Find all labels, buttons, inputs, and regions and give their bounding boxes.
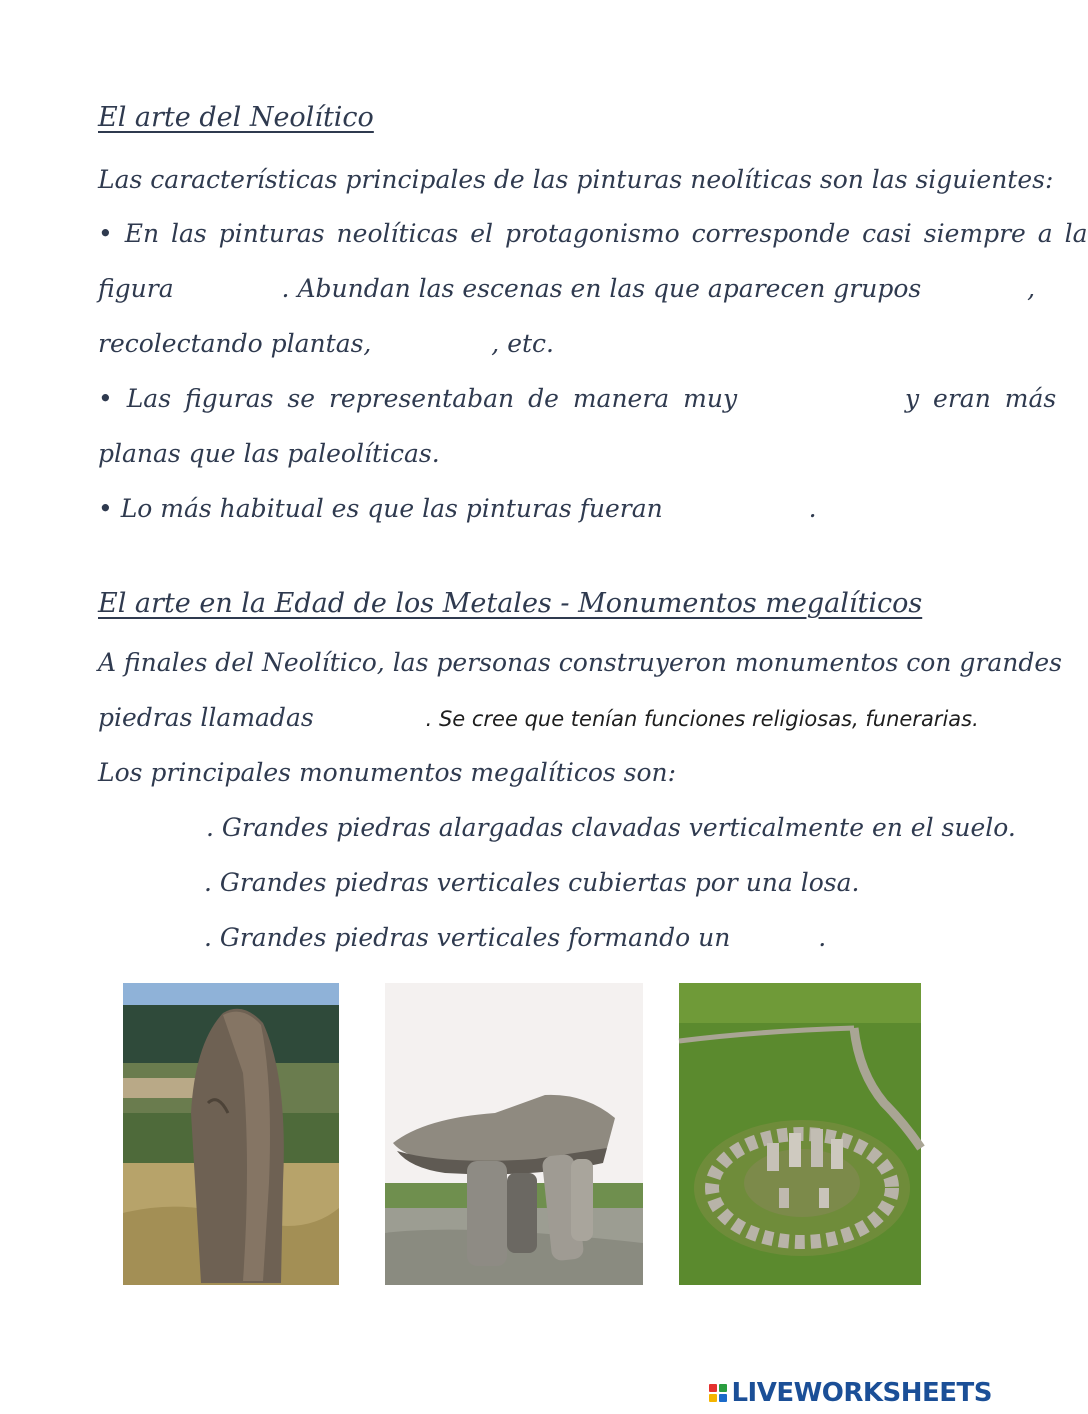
text-run: • Las figuras se representaban de manera muy	[98, 384, 738, 413]
section1-title: El arte del Neolítico	[98, 102, 374, 133]
logo-text: LIVEWORKSHEETS	[731, 1378, 992, 1408]
blank-manera[interactable]	[751, 388, 891, 410]
dolmen-photo	[385, 983, 643, 1285]
liveworksheets-logo[interactable]	[709, 1378, 992, 1408]
cromlech-photo	[679, 983, 921, 1285]
text-run: . Grandes piedras verticales formando un	[203, 923, 731, 952]
blank-menhir[interactable]	[98, 817, 198, 839]
text-run: .	[808, 494, 817, 523]
blank-pinturas[interactable]	[671, 498, 801, 520]
monument-item-3	[98, 925, 826, 950]
blank-megalitos[interactable]	[322, 707, 418, 729]
blank-dolmen[interactable]	[98, 872, 196, 894]
monument-item-2	[98, 870, 859, 895]
text-run: . Grandes piedras alargadas clavadas verticalmente en el suelo.	[205, 813, 1016, 842]
section2-p1-line2	[98, 705, 979, 730]
text-run: . Grandes piedras verticales cubiertas por una losa.	[203, 868, 860, 897]
blank-figura[interactable]	[182, 278, 274, 300]
text-run: ,	[1027, 274, 1036, 303]
blank-circulo[interactable]	[738, 927, 810, 949]
section2-p2: Los principales monumentos megalíticos son:	[98, 758, 677, 787]
section1-p2-line2: planas que las paleolíticas.	[98, 439, 440, 468]
text-run: piedras llamadas	[98, 703, 314, 732]
text-run: y eran más	[904, 384, 1057, 413]
text-run: .	[818, 923, 827, 952]
section1-intro: Las características principales de las pinturas neolíticas son las siguientes:	[98, 165, 1054, 194]
section2-title: El arte en la Edad de los Metales - Monumentos megalíticos	[98, 588, 923, 619]
text-run: recolectando plantas,	[98, 329, 372, 358]
monument-item-1	[98, 815, 1016, 840]
text-run: . Se cree que tenían funciones religiosas, funerarias.	[425, 707, 979, 731]
section1-p1-line1	[98, 221, 1088, 246]
section2-p1-line1: A finales del Neolítico, las personas construyeron monumentos con grandes	[98, 648, 1062, 677]
menhir-photo	[123, 983, 339, 1285]
blank-cromlech-label[interactable]	[98, 927, 196, 949]
text-run: figura	[98, 274, 174, 303]
blank-grupos[interactable]	[929, 278, 1019, 300]
section1-p3	[98, 496, 817, 521]
logo-mark-icon	[709, 1384, 727, 1402]
text-run: • Lo más habitual es que las pinturas fueran	[98, 494, 663, 523]
section1-p1-line3	[98, 331, 554, 356]
text-run: , etc.	[491, 329, 554, 358]
text-run: . Abundan las escenas en las que aparecen grupos	[281, 274, 922, 303]
text-run: • En las pinturas neolíticas el protagonismo corresponde casi siempre a la	[98, 219, 1088, 248]
blank-actividad[interactable]	[379, 333, 483, 355]
section1-p1-line2	[98, 274, 1036, 303]
section1-p2-line1	[98, 386, 1056, 411]
